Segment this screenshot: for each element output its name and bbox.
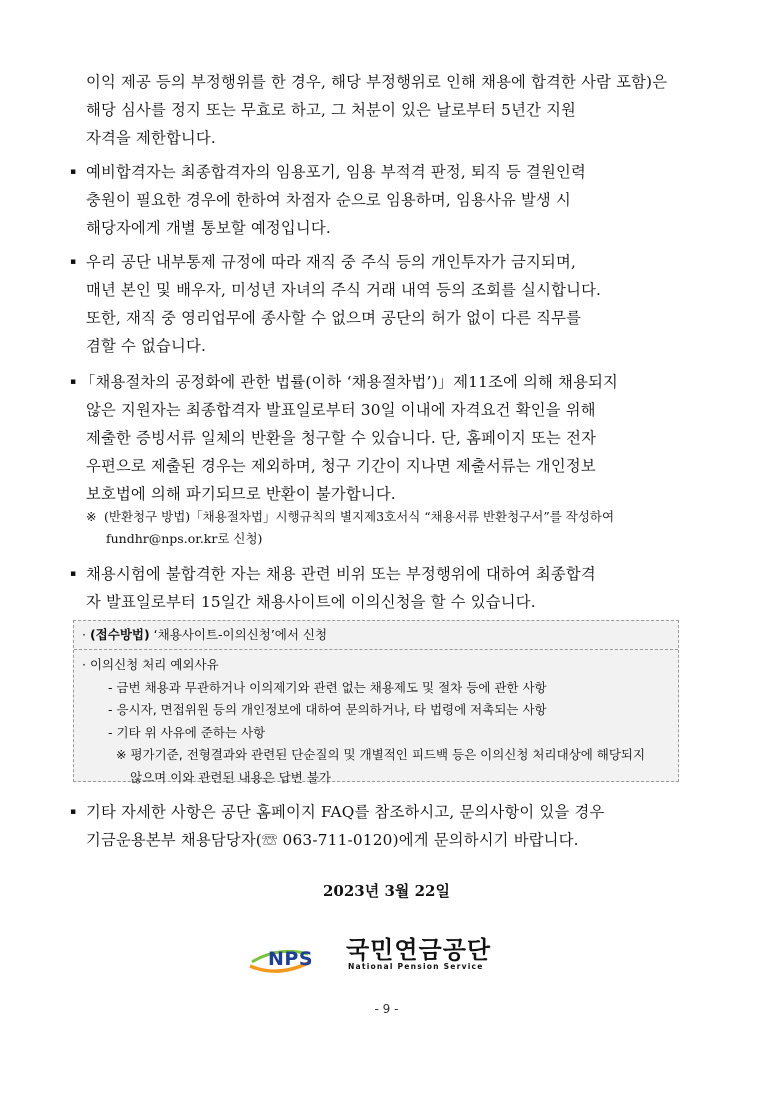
box-header-bold: (접수방법) bbox=[89, 627, 150, 642]
box-note: ※ 평가기준, 전형결과와 관련된 단순질의 및 개별적인 피드백 등은 이의신청 처리대상에 해당되지 bbox=[116, 747, 646, 762]
logo-mark-text: NPS bbox=[268, 948, 314, 970]
bullet-internal-control bbox=[70, 248, 690, 360]
text-line: 제출한 증빙서류 일체의 반환을 청구할 수 있습니다. 단, 홈페이지 또는 전자 bbox=[86, 429, 597, 447]
box-item: - 응시자, 면접위원 등의 개인정보에 대하여 문의하거나, 타 법령에 저촉되는 사항 bbox=[108, 702, 547, 717]
box-header: · (접수방법) ‘채용사이트-이의신청’에서 신청 bbox=[74, 621, 678, 650]
note-marker: ※ bbox=[86, 509, 97, 524]
bullet-marker: ▪ bbox=[70, 377, 77, 387]
box-header-text: ‘채용사이트-이의신청’에서 신청 bbox=[149, 627, 328, 642]
text-line: 해당 심사를 정지 또는 무효로 하고, 그 처분이 있은 날로부터 5년간 지원 bbox=[86, 101, 577, 119]
note-text: fundhr@nps.or.kr로 신청) bbox=[106, 531, 263, 546]
text-line: 채용시험에 불합격한 자는 채용 관련 비위 또는 부정행위에 대하여 최종합격 bbox=[86, 565, 596, 583]
bullet-reserve-candidates bbox=[70, 158, 690, 242]
bullet-document-return bbox=[70, 368, 690, 508]
continuation-paragraph bbox=[86, 68, 686, 152]
text-line: 자격을 제한합니다. bbox=[86, 129, 216, 147]
box-item: - 금번 채용과 무관하거나 이의제기와 관련 없는 채용제도 및 절차 등에 관한 사항 bbox=[108, 679, 547, 695]
text-line: 겸할 수 없습니다. bbox=[86, 337, 207, 355]
text-line: 우리 공단 내부통제 규정에 따라 재직 중 주식 등의 개인투자가 금지되며, bbox=[86, 253, 577, 271]
text-line: 충원이 필요한 경우에 한하여 차점자 순으로 임용하며, 임용사유 발생 시 bbox=[86, 191, 571, 209]
page-number: - 9 - bbox=[374, 1002, 399, 1016]
text-line: 자 발표일로부터 15일간 채용사이트에 이의신청을 할 수 있습니다. bbox=[86, 593, 536, 611]
text-line: 않은 지원자는 최종합격자 발표일로부터 30일 이내에 자격요건 확인을 위해 bbox=[86, 401, 596, 419]
objection-info-box bbox=[73, 620, 679, 785]
box-item-title: · 이의신청 처리 예외사유 bbox=[82, 657, 219, 672]
text-line: 보호법에 의해 파기되므로 반환이 불가합니다. bbox=[86, 485, 396, 503]
text-line: 우편으로 제출된 경우는 제외하며, 청구 기간이 지나면 제출서류는 개인정보 bbox=[86, 457, 596, 475]
bullet-contact bbox=[70, 798, 690, 854]
nps-logo-mark-icon bbox=[248, 932, 330, 976]
text-line: 매년 본인 및 배우자, 미성년 자녀의 주식 거래 내역 등의 조회를 실시합니다. bbox=[86, 281, 602, 299]
note-text: (반환청구 방법)「채용절차법」시행규칙의 별지제3호서식 “채용서류 반환청구서”를 작성하여 bbox=[104, 509, 615, 524]
box-item: - 기타 위 사유에 준하는 사항 bbox=[108, 724, 266, 740]
text-line: 「채용절차의 공정화에 관한 법률(이하 ‘채용절차법’)」제11조에 의해 채용되지 bbox=[80, 373, 619, 391]
text-line: 예비합격자는 최종합격자의 임용포기, 임용 부적격 판정, 퇴직 등 결원인력 bbox=[86, 163, 586, 181]
bullet-marker: ▪ bbox=[70, 257, 77, 267]
return-method-note bbox=[86, 506, 696, 550]
text-line: 기금운용본부 채용담당자(☏ 063-711-0120)에게 문의하시기 바랍니다. bbox=[86, 831, 579, 849]
text-line: 기타 자세한 사항은 공단 홈페이지 FAQ를 참조하시고, 문의사항이 있을 경우 bbox=[86, 803, 605, 821]
bullet-marker: ▪ bbox=[70, 167, 77, 177]
box-body bbox=[74, 650, 678, 789]
nps-logo bbox=[248, 930, 508, 980]
text-line: 해당자에게 개별 통보할 예정입니다. bbox=[86, 219, 331, 237]
text-line: 이익 제공 등의 부정행위를 한 경우, 해당 부정행위로 인해 채용에 합격한 사람 포함)은 bbox=[86, 73, 668, 91]
logo-name-ko: 국민연금공단 bbox=[346, 936, 492, 964]
bullet-objection bbox=[70, 560, 690, 616]
box-note: 않으며 이와 관련된 내용은 답변 불가 bbox=[130, 769, 331, 785]
text-line: 또한, 재직 중 영리업무에 종사할 수 없으며 공단의 허가 없이 다른 직무를 bbox=[86, 309, 582, 327]
notice-date: 2023년 3월 22일 bbox=[323, 882, 450, 900]
bullet-marker: ▪ bbox=[70, 569, 77, 579]
bullet-marker: ▪ bbox=[70, 807, 77, 817]
logo-name-en: National Pension Service bbox=[348, 962, 484, 971]
